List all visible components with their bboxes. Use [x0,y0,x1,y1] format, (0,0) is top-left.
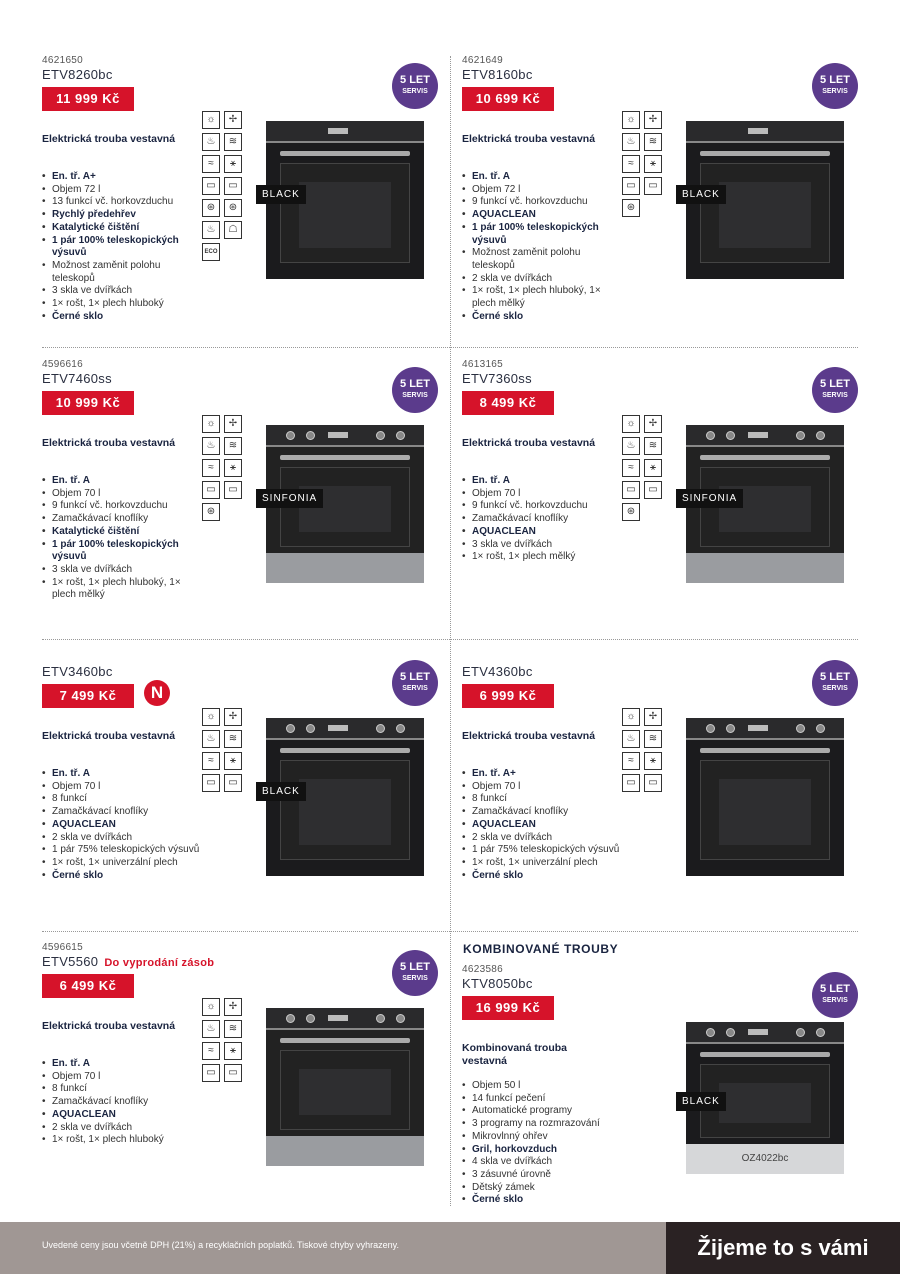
feature-item: • 8 funkcí [462,793,622,806]
feature-item: • 8 funkcí [42,793,202,806]
product-model [42,664,113,679]
door-window [299,1069,391,1115]
product-model [42,371,112,386]
feature-item: • 3 zásuvné úrovně [462,1169,622,1182]
feature-item: • Objem 50 l [462,1080,622,1093]
product-title: Elektrická trouba vestavná [42,730,176,742]
oven-function-icon: ≈ [622,459,640,477]
product-card [42,942,457,1232]
servis-line1: 5 LET [820,671,850,683]
oven-image [266,1008,424,1166]
oven-function-icon: ≈ [202,155,220,173]
oven-function-icon: ▭ [202,1064,220,1082]
feature-item: • Černé sklo [42,870,202,883]
series-tag: BLACK [676,185,726,204]
feature-item: • 4 skla ve dvířkách [462,1156,622,1169]
knob [286,431,295,440]
feature-item: • Objem 70 l [42,781,202,794]
oven-function-icon: ☼ [622,708,640,726]
oven-door [700,163,830,263]
feature-item: • AQUACLEAN [462,209,622,222]
knob [726,1028,735,1037]
display [328,725,348,731]
feature-item: • 1 pár 75% teleskopických výsuvů [462,844,622,857]
feature-item: • Možnost zaměnit polohu teleskopů [462,247,622,272]
feature-item: • 1 pár 100% teleskopických výsuvů [42,539,202,564]
servis-line2: SERVIS [402,685,428,692]
feature-item: • 1× rošt, 1× univerzální plech [42,857,202,870]
feature-item: • Katalytické čištění [42,222,202,235]
servis-badge [812,63,858,109]
oven-door [700,760,830,860]
knob [306,431,315,440]
oven-function-icon: ✢ [224,111,242,129]
display [328,432,348,438]
knob [796,431,805,440]
oven-function-icon: ♨ [202,437,220,455]
oven-function-icon: ≈ [202,1042,220,1060]
knob [396,1014,405,1023]
knob [816,431,825,440]
product-code: 4621649 [462,55,504,66]
feature-item: • 1× rošt, 1× univerzální plech [462,857,622,870]
feature-item: • En. tř. A+ [42,171,202,184]
feature-item: • Objem 70 l [462,488,622,501]
footer-slogan: Žijeme to s vámi [666,1222,900,1274]
knob [706,1028,715,1037]
accessory-label: OZ4022bc [686,1144,844,1174]
oven-function-icon: ▭ [224,481,242,499]
servis-line1: 5 LET [820,983,850,995]
model-name: ETV4360bc [462,664,533,679]
price-tag: 10 699 Kč [462,87,554,111]
door-handle [280,1038,410,1043]
price-tag: 7 499 Kč [42,684,134,708]
servis-badge [392,367,438,413]
oven-function-icon: ⚹ [644,752,662,770]
model-name: ETV5560 [42,954,99,969]
door-window [719,182,811,248]
product-model [462,67,533,82]
eco-icon: ECO [202,243,220,261]
feature-item: • Zamačkávací knoflíky [462,806,622,819]
product-code: 4596615 [42,942,84,953]
door-handle [700,1052,830,1057]
feature-list [42,1058,202,1147]
display [748,1029,768,1035]
oven-function-icon: ▭ [202,774,220,792]
knob [796,724,805,733]
feature-item: • Objem 72 l [42,184,202,197]
knob [706,431,715,440]
series-tag: BLACK [256,782,306,801]
feature-item: • 1× rošt, 1× plech hluboký, 1× plech mělký [42,577,202,602]
feature-item: • 2 skla ve dvířkách [42,1122,202,1135]
feature-item: • En. tř. A [462,171,622,184]
price-tag: 11 999 Kč [42,87,134,111]
knob [396,724,405,733]
oven-function-icon: ⊛ [622,503,640,521]
product-card [462,652,877,942]
door-window [719,779,811,845]
feature-item: • 3 skla ve dvířkách [42,285,202,298]
oven-function-icon: ≈ [622,752,640,770]
feature-item: • Dětský zámek [462,1182,622,1195]
oven-function-icon: ⚹ [224,752,242,770]
oven-function-icon: ▭ [644,481,662,499]
oven-function-icon: ≋ [644,437,662,455]
door-window [299,779,391,845]
servis-line2: SERVIS [402,975,428,982]
oven-function-icon: ⊛ [202,199,220,217]
feature-item: • AQUACLEAN [42,1109,202,1122]
feature-item: • AQUACLEAN [462,526,622,539]
feature-item: • 1× rošt, 1× plech mělký [462,551,622,564]
new-badge: N [144,680,170,706]
feature-item: • 3 programy na rozmrazování [462,1118,622,1131]
feature-item: • Rychlý předehřev [42,209,202,222]
door-handle [700,151,830,156]
feature-item: • Černé sklo [462,870,622,883]
feature-item: • Zamačkávací knoflíky [42,1096,202,1109]
feature-item: • Objem 70 l [462,781,622,794]
oven-function-icon: ▭ [622,774,640,792]
oven-function-icon: ≋ [644,133,662,151]
oven-function-icon: ▭ [622,481,640,499]
knob [286,724,295,733]
series-tag: SINFONIA [256,489,323,508]
product-title: Elektrická trouba vestavná [42,1020,176,1032]
oven-function-icon: ≈ [622,155,640,173]
series-tag: BLACK [256,185,306,204]
model-name: ETV8160bc [462,67,533,82]
model-name: ETV8260bc [42,67,113,82]
feature-item: • 3 skla ve dvířkách [42,564,202,577]
door-handle [280,748,410,753]
feature-item: • Zamačkávací knoflíky [462,513,622,526]
door-handle [280,151,410,156]
knob [376,1014,385,1023]
model-name: ETV3460bc [42,664,113,679]
feature-item: • Černé sklo [462,311,622,324]
product-card [462,359,877,649]
oven-function-icon: ☼ [622,111,640,129]
display [748,725,768,731]
feature-list [42,475,202,602]
oven-function-icon: ☼ [202,415,220,433]
feature-list [42,768,202,882]
door-handle [700,748,830,753]
oven-function-icon: ≋ [224,133,242,151]
feature-item: • 1× rošt, 1× plech hluboký [42,298,202,311]
model-name: KTV8050bc [462,976,533,991]
knob [376,431,385,440]
feature-item: • Objem 70 l [42,1071,202,1084]
product-code: 4596616 [42,359,84,370]
feature-item: • 2 skla ve dvířkách [462,273,622,286]
knob [726,431,735,440]
oven-function-icon: ✢ [224,415,242,433]
price-tag: 8 499 Kč [462,391,554,415]
product-model [462,976,533,991]
product-code: 4623586 [462,964,504,975]
feature-item: • 9 funkcí vč. horkovzduchu [462,196,622,209]
display [328,128,348,134]
oven-function-icon: ♨ [202,133,220,151]
knob [306,724,315,733]
servis-line2: SERVIS [822,392,848,399]
feature-item: • 9 funkcí vč. horkovzduchu [462,500,622,513]
oven-door [280,760,410,860]
product-card [42,359,457,649]
feature-item: • En. tř. A [462,475,622,488]
display [328,1015,348,1021]
knob [706,724,715,733]
oven-function-icon: ⚹ [224,459,242,477]
product-title: Elektrická trouba vestavná [462,730,596,742]
product-title: Elektrická trouba vestavná [42,437,176,449]
feature-item: • Černé sklo [42,311,202,324]
knob [726,724,735,733]
feature-item: • Černé sklo [462,1194,622,1207]
feature-item: • Gril, horkovzduch [462,1144,622,1157]
steel-strip [266,553,424,583]
product-model [42,67,113,82]
door-handle [280,455,410,460]
price-tag: 6 499 Kč [42,974,134,998]
servis-line2: SERVIS [822,88,848,95]
feature-item: • 1 pár 100% teleskopických výsuvů [42,235,202,260]
oven-function-icon: ▭ [202,481,220,499]
oven-function-icon: ≈ [202,752,220,770]
oven-function-icon: ▭ [224,1064,242,1082]
feature-list [462,171,622,323]
feature-list [42,171,202,323]
oven-function-icon: ≋ [224,437,242,455]
door-window [719,1083,811,1123]
oven-image [686,718,844,876]
oven-function-icon: ☼ [202,708,220,726]
product-title: Elektrická trouba vestavná [42,133,176,145]
servis-badge [392,660,438,706]
knob [796,1028,805,1037]
servis-line1: 5 LET [400,961,430,973]
knob [816,1028,825,1037]
oven-door [280,163,410,263]
feature-list [462,768,622,882]
servis-badge [392,950,438,996]
feature-item: • 1× rošt, 1× plech hluboký, 1× plech mělký [462,285,622,310]
product-card [42,55,457,345]
feature-item: • 3 skla ve dvířkách [462,539,622,552]
servis-line1: 5 LET [400,671,430,683]
feature-item: • 2 skla ve dvířkách [462,832,622,845]
feature-item: • Možnost zaměnit polohu teleskopů [42,260,202,285]
oven-function-icon: ⊛ [224,199,242,217]
oven-function-icon: ♨ [202,221,220,239]
feature-item: • AQUACLEAN [42,819,202,832]
oven-function-icon: ⚹ [644,155,662,173]
knob [396,431,405,440]
knob [816,724,825,733]
feature-item: • 2 skla ve dvířkách [42,832,202,845]
oven-function-icon: ≋ [644,730,662,748]
model-name: ETV7460ss [42,371,112,386]
oven-function-icon: ≋ [224,1020,242,1038]
section-title: KOMBINOVANÉ TROUBY [463,942,619,956]
display [748,432,768,438]
knob [286,1014,295,1023]
footer [0,1222,900,1274]
feature-item: • Zamačkávací knoflíky [42,513,202,526]
knob [376,724,385,733]
product-model [42,954,214,969]
feature-item: • 13 funkcí vč. horkovzduchu [42,196,202,209]
feature-list [462,1080,622,1207]
feature-item: • 8 funkcí [42,1083,202,1096]
oven-function-icon: ⚹ [224,155,242,173]
oven-door [280,1050,410,1130]
product-model [462,371,532,386]
oven-function-icon: ▭ [202,177,220,195]
servis-line1: 5 LET [820,378,850,390]
product-code: 4621650 [42,55,84,66]
product-title: Elektrická trouba vestavná [462,437,596,449]
feature-item: • 14 funkcí pečení [462,1093,622,1106]
oven-function-icon: ☼ [622,415,640,433]
oven-function-icon: ✢ [644,111,662,129]
oven-function-icon: ♨ [622,437,640,455]
oven-function-icon: ≈ [202,459,220,477]
feature-item: • 1× rošt, 1× plech hluboký [42,1134,202,1147]
model-name: ETV7360ss [462,371,532,386]
door-window [299,182,391,248]
feature-item: • En. tř. A [42,1058,202,1071]
oven-function-icon: ♨ [622,133,640,151]
oven-function-icon: ▭ [224,177,242,195]
oven-function-icon: ⊛ [622,199,640,217]
oven-function-icon: ⊛ [202,503,220,521]
oven-function-icon: ▭ [644,774,662,792]
oven-function-icon: ✢ [644,708,662,726]
servis-line1: 5 LET [400,378,430,390]
price-tag: 16 999 Kč [462,996,554,1020]
oven-function-icon: ☼ [202,998,220,1016]
door-handle [700,455,830,460]
product-code: 4613165 [462,359,504,370]
product-card [462,964,877,1254]
servis-line2: SERVIS [822,685,848,692]
feature-list [462,475,622,564]
servis-line1: 5 LET [400,74,430,86]
servis-badge [812,660,858,706]
feature-item: • En. tř. A+ [462,768,622,781]
servis-line2: SERVIS [402,392,428,399]
price-tag: 6 999 Kč [462,684,554,708]
oven-function-icon: ⚹ [224,1042,242,1060]
footer-note: Uvedené ceny jsou včetně DPH (21%) a recyklačních poplatků. Tiskové chyby vyhrazeny. [42,1240,400,1250]
oven-function-icon: ✢ [224,998,242,1016]
steel-strip [686,553,844,583]
oven-function-icon: ☼ [202,111,220,129]
display [748,128,768,134]
product-title: Elektrická trouba vestavná [462,133,596,145]
oven-function-icon: ⚹ [644,459,662,477]
series-tag: BLACK [676,1092,726,1111]
servis-line2: SERVIS [822,997,848,1004]
product-card [42,652,457,942]
feature-item: • 1 pár 100% teleskopických výsuvů [462,222,622,247]
price-tag: 10 999 Kč [42,391,134,415]
oven-function-icon: ♨ [622,730,640,748]
servis-badge [812,972,858,1018]
feature-item: • Objem 72 l [462,184,622,197]
servis-badge [812,367,858,413]
oven-function-icon: ✢ [644,415,662,433]
oven-function-icon: ▭ [622,177,640,195]
product-card [462,55,877,345]
feature-item: • Mikrovlnný ohřev [462,1131,622,1144]
feature-item: • Objem 70 l [42,488,202,501]
feature-item: • En. tř. A [42,475,202,488]
feature-item: • Katalytické čištění [42,526,202,539]
product-model [462,664,533,679]
oven-function-icon: ▭ [644,177,662,195]
knob [306,1014,315,1023]
product-title: Kombinovaná trouba vestavná [462,1042,568,1067]
feature-item: • 9 funkcí vč. horkovzduchu [42,500,202,513]
oven-function-icon: ♨ [202,1020,220,1038]
servis-badge [392,63,438,109]
servis-line2: SERVIS [402,88,428,95]
stock-note: Do vyprodání zásob [104,957,215,969]
servis-line1: 5 LET [820,74,850,86]
steel-strip [266,1136,424,1166]
feature-item: • Automatické programy [462,1105,622,1118]
oven-function-icon: ✢ [224,708,242,726]
oven-function-icon: ≋ [224,730,242,748]
feature-item: • Zamačkávací knoflíky [42,806,202,819]
feature-item: • En. tř. A [42,768,202,781]
oven-function-icon: ▭ [224,774,242,792]
oven-function-icon: ☖ [224,221,242,239]
series-tag: SINFONIA [676,489,743,508]
oven-function-icon: ♨ [202,730,220,748]
feature-item: • AQUACLEAN [462,819,622,832]
feature-item: • 1 pár 75% teleskopických výsuvů [42,844,202,857]
